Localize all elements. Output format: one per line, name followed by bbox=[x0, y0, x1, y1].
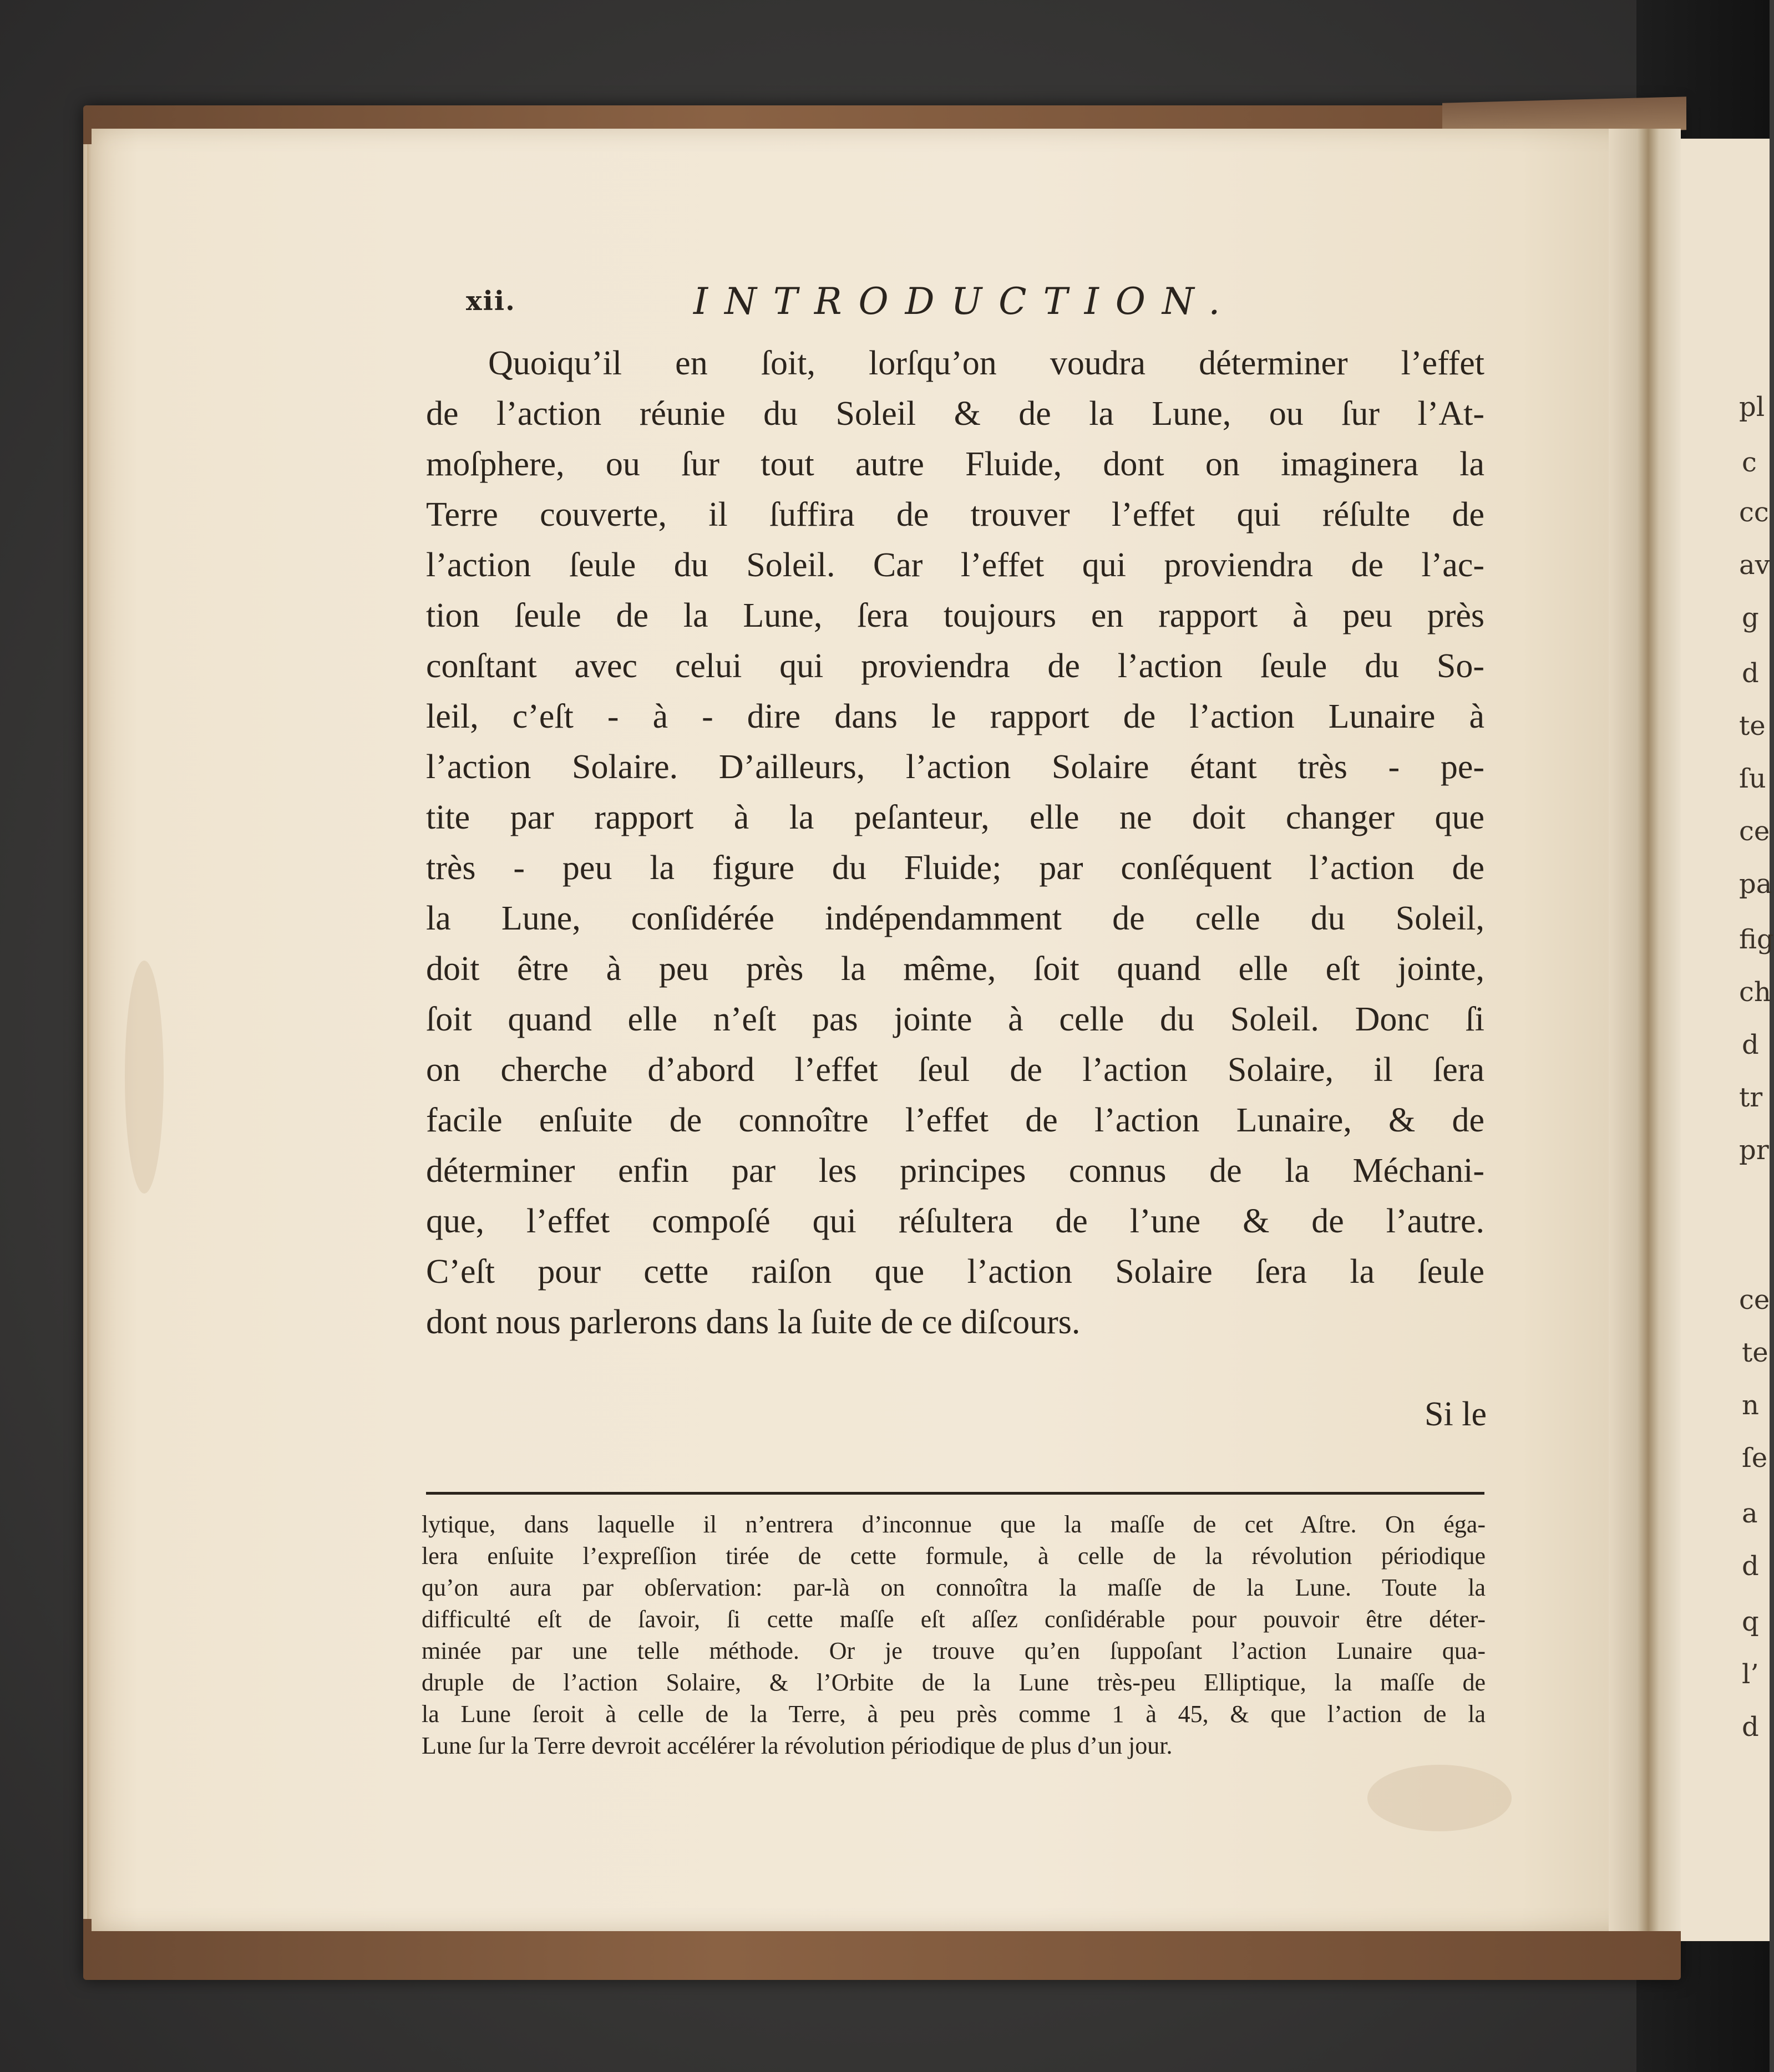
text-line: on cherche d’abord l’effet ſeul de l’action Solaire, il ſera bbox=[426, 1051, 1484, 1089]
footnote-line: qu’on aura par obſervation: par-là on connoîtra la maſſe de la Lune. Toute la bbox=[422, 1574, 1486, 1601]
facing-fragment: c bbox=[1742, 447, 1757, 478]
text-line: ſoit quand elle n’eſt pas jointe à celle du Soleil. Donc ſi bbox=[426, 1001, 1484, 1038]
facing-fragment: d bbox=[1742, 1029, 1759, 1060]
facing-page-edge bbox=[1681, 139, 1774, 1941]
text-line: leil, c’eſt - à - dire dans le rapport de l’action Lunaire à bbox=[426, 698, 1484, 735]
page-number: xii. bbox=[466, 286, 516, 317]
footnote-line: Lune ſur la Terre devroit accélérer la révolution périodique de plus d’un jour. bbox=[422, 1732, 1173, 1759]
facing-fragment: te bbox=[1742, 1337, 1768, 1368]
text-line: conſtant avec celui qui proviendra de l’action ſeule du So- bbox=[426, 647, 1484, 685]
facing-fragment: pr bbox=[1739, 1135, 1769, 1166]
facing-fragment: te bbox=[1739, 710, 1766, 742]
running-title: INTRODUCTION. bbox=[693, 280, 1237, 323]
book-gutter bbox=[1609, 129, 1681, 1931]
facing-fragment: d bbox=[1742, 658, 1759, 689]
footnote-rule bbox=[426, 1492, 1484, 1495]
text-line: de l’action réunie du Soleil & de la Lune, ou ſur l’At- bbox=[426, 395, 1484, 433]
page-stain bbox=[1367, 1765, 1512, 1831]
facing-fragment: ſe bbox=[1742, 1443, 1768, 1474]
facing-fragment: q bbox=[1742, 1606, 1759, 1637]
facing-fragment: ce bbox=[1739, 1284, 1770, 1316]
text-line: dont nous parlerons dans la ſuite de ce diſcours. bbox=[426, 1303, 1081, 1341]
text-line: la Lune, conſidérée indépendamment de celle du Soleil, bbox=[426, 900, 1484, 937]
text-line: l’action ſeule du Soleil. Car l’effet qui proviendra de l’ac- bbox=[426, 546, 1484, 584]
text-line: que, l’effet compoſé qui réſultera de l’une & de l’autre. bbox=[426, 1202, 1484, 1240]
text-line: moſphere, ou ſur tout autre Fluide, dont on imaginera la bbox=[426, 445, 1484, 483]
footnote-line: difficulté eſt de ſavoir, ſi cette maſſe eſt aſſez conſidérable pour pouvoir être déter- bbox=[422, 1606, 1486, 1633]
facing-fragment: d bbox=[1742, 1712, 1759, 1743]
facing-fragment: cc bbox=[1739, 497, 1769, 528]
text-line: Terre couverte, il ſuffira de trouver l’effet qui réſulte de bbox=[426, 496, 1484, 534]
page-header bbox=[433, 280, 1542, 324]
text-line: déterminer enfin par les principes connus de la Méchani- bbox=[426, 1152, 1484, 1190]
page-stain bbox=[125, 961, 164, 1194]
facing-fragment: tr bbox=[1739, 1082, 1763, 1113]
catchword: Si le bbox=[1425, 1395, 1487, 1433]
text-line: très - peu la figure du Fluide; par conſéquent l’action de bbox=[426, 849, 1484, 887]
facing-fragment: ce bbox=[1739, 816, 1770, 847]
text-line: l’action Solaire. D’ailleurs, l’action Solaire étant très - pe- bbox=[426, 748, 1484, 786]
footnote-line: minée par une telle méthode. Or je trouve qu’en ſuppoſant l’action Lunaire qua- bbox=[422, 1637, 1486, 1664]
facing-fragment: n bbox=[1742, 1390, 1759, 1421]
facing-fragment: pl bbox=[1739, 392, 1765, 423]
footnote-line: la Lune ſeroit à celle de la Terre, à peu près comme 1 à 45, & que l’action de la bbox=[422, 1700, 1486, 1728]
text-line: tion ſeule de la Lune, ſera toujours en rapport à peu près bbox=[426, 597, 1484, 634]
facing-fragment: g bbox=[1742, 602, 1759, 633]
facing-fragment: a bbox=[1742, 1498, 1758, 1529]
footnote bbox=[422, 1509, 1486, 1761]
facing-fragment: fig bbox=[1739, 924, 1774, 955]
facing-fragment: pa bbox=[1739, 869, 1772, 900]
text-line: C’eſt pour cette raiſon que l’action Solaire ſera la ſeule bbox=[426, 1253, 1484, 1291]
footnote-line: druple de l’action Solaire, & l’Orbite de la Lune très-peu Elliptique, la maſſe de bbox=[422, 1669, 1486, 1696]
facing-fragment: av bbox=[1739, 550, 1770, 581]
text-line: facile enſuite de connoître l’effet de l’action Lunaire, & de bbox=[426, 1101, 1484, 1139]
text-line: doit être à peu près la même, ſoit quand elle eſt jointe, bbox=[426, 950, 1484, 988]
facing-fragment: ch bbox=[1739, 977, 1771, 1008]
facing-fragment: l’ bbox=[1742, 1659, 1759, 1690]
text-line: Quoiqu’il en ſoit, lorſqu’on voudra déterminer l’effet bbox=[488, 344, 1484, 382]
footnote-line: lera enſuite l’expreſſion tirée de cette formule, à celle de la révolution périodique bbox=[422, 1542, 1486, 1570]
text-line: tite par rapport à la peſanteur, elle ne doit changer que bbox=[426, 799, 1484, 836]
footnote-line: lytique, dans laquelle il n’entrera d’inconnue que la maſſe de cet Aſtre. On éga- bbox=[422, 1511, 1486, 1538]
facing-fragment: d bbox=[1742, 1551, 1759, 1582]
facing-fragment: ſu bbox=[1739, 763, 1766, 794]
body-text bbox=[426, 338, 1484, 1348]
